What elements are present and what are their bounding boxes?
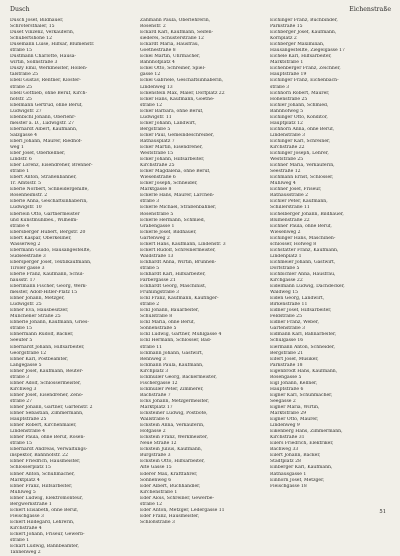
- directory-entry-line: Wallstraße 6: [140, 417, 170, 423]
- directory-entry-line: straße 12: [140, 102, 163, 108]
- directory-entry-line: Eber Lorenz, Eisendreher, Brenner-: [10, 163, 93, 169]
- directory-entry-line: Eckel Martin, Uhrmacher,: [140, 54, 201, 60]
- directory-entry-line: Eckerle Michael, Straßenbahner,: [140, 205, 217, 211]
- directory-entry-line: Dusemann Luise, Hilfsar, Blumenstr.: [10, 42, 95, 48]
- directory-entry-line: Eikenberg Hans, Zimmermann,: [270, 429, 343, 435]
- directory-entry-line: Eckard Karl, Kaufmann, Seifen-: [140, 30, 214, 36]
- directory-entry-line: und Kunstmühlbes., Wilhelm-: [10, 217, 78, 223]
- directory-entry-line: Eckstein Franz, Werkmeister,: [140, 435, 208, 441]
- directory-entry-line: Bergstraße 21: [270, 350, 304, 356]
- directory-entry-line: straße 15: [10, 441, 33, 447]
- directory-entry-line: Eichbichler Anna, Hausfrau,: [270, 271, 336, 277]
- directory-entry-line: Duset Vinzenz, Verkäuferin,: [10, 30, 75, 36]
- page-number: 51: [379, 509, 386, 515]
- directory-entry-line: Ebner Karl, Postbeamter,: [10, 356, 69, 362]
- directory-entry-line: Eidner Franz, Weber,: [270, 320, 319, 326]
- directory-entry-line: Langegasse 5: [10, 362, 42, 368]
- directory-entry-line: Ludwigstr. 27: [10, 108, 42, 114]
- directory-entry-line: Tr. Amtsstr. 5: [10, 181, 41, 187]
- directory-entry-line: Seegasse 2: [270, 398, 296, 404]
- directory-entry-line: inspektor, Bahnhofstr. 22: [10, 453, 68, 459]
- directory-entry-line: Rosenstr. 2: [140, 24, 166, 30]
- directory-entry-line: Lindenweg 9: [270, 423, 300, 429]
- directory-entry-line: Schulstraße 8: [140, 314, 173, 320]
- directory-entry-line: Lindenstraße 4: [10, 429, 46, 435]
- directory-entry-line: Hauptstraße 19: [270, 72, 307, 78]
- directory-entry-line: Rosengasse 5: [270, 374, 302, 380]
- directory-entry-line: Marktstraße 1: [270, 60, 304, 66]
- page-header: [10, 6, 391, 17]
- directory-entry-line: Eidmann Karl, Bahnarbeiter,: [270, 332, 337, 338]
- header-right-word: Eichenstraße: [349, 6, 391, 13]
- directory-entry-line: Ebersperger Josef, Textilkaufmann,: [10, 259, 92, 265]
- directory-entry-line: Kirchenstraße 1: [140, 489, 178, 495]
- directory-entry-line: wirtin, Söllnstraße 3: [10, 60, 58, 66]
- directory-entry-line: Seestraße 12: [270, 169, 301, 175]
- directory-entry-line: Rennweg 3: [140, 356, 166, 362]
- directory-entry-line: Eichinger Franz, Buchbinder,: [270, 18, 338, 23]
- directory-entry-line: Rathausgasse 1: [270, 471, 307, 477]
- directory-entry-line: Mühlweg 4: [270, 181, 296, 187]
- directory-entry-line: Ebner Adolf, Schlossermeister,: [10, 380, 82, 386]
- directory-entry-line: Eichhorn Robert, Maurer,: [270, 90, 330, 96]
- directory-entry-line: Eifert Josef, Musiker,: [270, 356, 319, 362]
- directory-entry-line: Färbergasse 21: [140, 278, 176, 284]
- directory-entry-line: straße 3: [140, 199, 160, 205]
- directory-entry-line: Dorfstraße 5: [270, 265, 300, 271]
- directory-entry-line: straße 3: [270, 84, 290, 90]
- directory-entry-line: Eilert Johann, Bäcker,: [270, 453, 321, 459]
- directory-entry-line: Eckart Ludwig, Bahnbeamter,: [10, 544, 79, 550]
- directory-entry-line: hofstr. 25: [10, 96, 32, 102]
- directory-entry-line: Ludwigstr. 25: [10, 302, 42, 308]
- directory-entry-line: Rathausstraße 2: [270, 193, 309, 199]
- directory-entry-line: Ebner Johann, Gärtner, Gartenstr. 2: [10, 405, 93, 410]
- directory-entry-line: Eigner Otto, Maurer,: [270, 417, 319, 423]
- directory-entry-line: Waldstraße 13: [140, 253, 174, 259]
- directory-entry-line: Kirchplatz 3: [140, 368, 169, 374]
- directory-entry-line: Ebner Friedrich, Hausmeister,: [10, 459, 81, 465]
- directory-entry-line: Schlosserplatz 15: [10, 465, 51, 471]
- directory-entry-line: Ebner Eva, Hausbesitzer,: [10, 308, 69, 314]
- directory-entry-line: Eberhardt Andreas, Verwaltungs-: [10, 447, 88, 453]
- directory-entry-line: Eigner Karl, Schuhmacher,: [270, 392, 333, 398]
- directory-entry-line: meister a. D., Ludwigstr. 27: [10, 120, 74, 126]
- directory-entry-line: Eberlein Otto, Gärtnermeister: [10, 211, 80, 217]
- directory-entry-line: Ebner Robert, Kirchenmaler,: [10, 423, 77, 429]
- directory-entry-line: Rathausplatz 7: [140, 138, 175, 144]
- directory-entry-line: Eckl Ludwig, Gärtner, Mühlgasse 4: [140, 332, 222, 338]
- directory-entry-line: Eichinger Franz, Eichenbach-: [270, 78, 339, 84]
- directory-entry-line: Schubertshöhe 12: [10, 36, 52, 42]
- directory-entry-line: Dusch Josef, Bildhauer,: [10, 18, 64, 23]
- directory-entry-line: Ecker Martin, Eisendreher,: [140, 144, 203, 150]
- directory-entry-line: Eidelmann Ludwig, Dachdecker,: [270, 284, 345, 290]
- directory-entry-line: straße 15: [10, 326, 33, 332]
- directory-entry-line: straße 5: [140, 265, 160, 271]
- directory-entry-line: Eberle Franz, Kaufmann, Schul-: [10, 271, 84, 277]
- directory-entry-line: Eckerle Hermann, Schmied,: [140, 217, 206, 223]
- directory-entry-line: Eilers Friedrich, Elektriker,: [270, 441, 334, 447]
- directory-entry-line: Eichhorn Anna, ohne Beruf,: [270, 126, 335, 132]
- directory-entry-line: Eckl Hermann, Schlosser, Bad-: [140, 338, 212, 344]
- directory-entry-line: Eckert Johann, Friseur, Gewerb-: [10, 531, 85, 537]
- directory-entry-line: Ederer Max, Kraftfahrer,: [140, 471, 198, 477]
- directory-entry-line: Kirchstraße 31: [270, 435, 305, 441]
- directory-entry-line: Ebersberger Hubert, Bergstr. 20: [10, 229, 86, 235]
- directory-entry-line: Seeufer 5: [10, 338, 33, 344]
- directory-entry-line: Parkstraße 15: [270, 24, 303, 30]
- directory-entry-line: Ecksteiner Ludwig, Postbote,: [140, 411, 208, 417]
- directory-entry-line: Ecker Johann, Landwirt,: [140, 120, 197, 126]
- directory-entry-line: Ecker Paul, Gemeindeschreiber,: [140, 132, 214, 138]
- header-left-word: Dusch: [10, 6, 30, 13]
- directory-entry-line: Wiesenweg 2: [270, 229, 301, 235]
- directory-entry-line: Lindenweg 13: [140, 84, 173, 90]
- directory-entry-line: Ebner Franz, Hilfsarbeiter,: [10, 483, 73, 489]
- directory-entry-line: Goethestraße 8: [140, 48, 176, 54]
- directory-entry-line: Duszy Emil, Werkmeister, Hollen-: [10, 66, 88, 72]
- directory-entry-line: Eichinger Hans, Maschinen-: [270, 235, 336, 241]
- directory-entry-line: weg 1: [10, 144, 24, 150]
- directory-entry-line: Ebnermann Rudolf, Bäcker,: [10, 332, 74, 338]
- directory-entry-line: straße 1: [10, 169, 30, 175]
- directory-entry-line: Eckmann Johann, Gastwirt,: [140, 350, 204, 356]
- directory-entry-line: Ebermann Guido, Hausangestellte,: [10, 247, 91, 253]
- directory-entry-line: Eberhardt Johann, Hilfsarbeiter,: [10, 344, 85, 350]
- directory-entry-line: Eichberger Maximilian,: [270, 42, 325, 48]
- directory-entry-line: Kirchweg 3: [10, 386, 37, 392]
- directory-entry-line: Feldstraße 25: [270, 314, 302, 320]
- directory-entry-line: Eckhardt Karl, Hilfsarbeiter,: [140, 271, 206, 277]
- directory-entry-line: Ebelmann Gertrud, ohne Beruf,: [10, 102, 83, 108]
- directory-entry-line: straße 4: [10, 223, 30, 229]
- directory-entry-line: straße 11: [140, 344, 163, 350]
- directory-column-1: [10, 18, 131, 556]
- directory-entry-line: Ebell Gottlieb, ohne Beruf, Kirch-: [10, 90, 88, 96]
- directory-entry-line: Eberl Johann, Maurer, Riedhof-: [10, 138, 82, 144]
- directory-entry-line: Eichstätter Franz, Kaufmann,: [270, 247, 339, 253]
- directory-entry-line: Eder Anton, Metzger, Ledergasse 11: [140, 507, 225, 513]
- directory-entry-line: Eichele Karl, Hilfsarbeiter,: [270, 54, 332, 60]
- directory-entry-line: Eckerle Hans, Maurer, Lärchen-: [140, 193, 215, 199]
- directory-entry-line: Ebenbichl Johann, Oberlehr-: [10, 114, 76, 120]
- directory-entry-line: Marktplatz 4: [10, 477, 40, 483]
- directory-entry-line: Alte Gasse 15: [140, 465, 172, 471]
- directory-entry-line: Zahmann Paula, Oberlehrerin,: [140, 18, 211, 23]
- directory-entry-line: Eckert Hildegard, Lehrerin,: [10, 519, 75, 525]
- directory-entry-line: Kirchstraße 25: [140, 163, 175, 169]
- directory-entry-line: Eichmann Ernst, Schlosser,: [270, 175, 334, 181]
- directory-entry-line: Ebner Ludwig, Elektromonteur,: [10, 495, 83, 501]
- directory-entry-line: Einhorn Josef, Metzger,: [270, 477, 325, 483]
- directory-entry-line: Ecker Johann, Hilfsarbeiter,: [140, 157, 205, 163]
- directory-entry-line: Eckl Johann, Bauarbeiter,: [140, 308, 200, 314]
- directory-entry-line: straße 3: [10, 374, 30, 380]
- directory-entry-line: Eberle Norbert, Schneidergehilfe,: [10, 187, 89, 193]
- directory-entry-line: Neue Straße 12: [140, 441, 177, 447]
- directory-entry-line: Hohenstraße 25: [270, 96, 308, 102]
- directory-entry-line: Eckel Gabriele, Geschäftsinhaberin,: [140, 78, 224, 84]
- directory-entry-line: Lindenplatz 1: [270, 253, 302, 259]
- directory-entry-line: Gartenstraße 3: [270, 326, 306, 332]
- directory-entry-line: Eckerle Josef, Bildhauer,: [140, 229, 197, 235]
- directory-entry-line: Burgstraße 3: [140, 453, 171, 459]
- directory-entry-line: Eiden Georg, Landwirt,: [270, 296, 325, 302]
- directory-entry-line: straße 27: [10, 398, 33, 404]
- directory-entry-line: Ebert Anton, Straßenbahner,: [10, 175, 77, 181]
- directory-entry-line: Ebner Anton, Schuhmacher,: [10, 471, 75, 477]
- directory-entry-line: Fleischgasse 3: [10, 513, 44, 519]
- directory-entry-line: Südseestraße 3: [10, 253, 46, 259]
- directory-entry-line: straße 1: [10, 538, 30, 544]
- directory-entry-line: Lindenstraße 3: [270, 132, 306, 138]
- directory-entry-line: Münchener Straße 25: [10, 314, 61, 320]
- directory-entry-line: Eckmüller Georg, Bäckermeister,: [140, 374, 217, 380]
- directory-entry-line: Eckstein Otto, Hilfsarbeiter,: [140, 459, 205, 465]
- directory-entry-line: Eigenbrodt Hans, Kaufmann,: [270, 368, 338, 374]
- directory-entry-line: Eberlmann Fischer, Georg, Werk-: [10, 284, 87, 290]
- directory-entry-line: Eichner Maria, Verkäuferin,: [270, 163, 335, 169]
- directory-entry-line: Eigner Maria, Wirtin,: [270, 405, 320, 410]
- directory-entry-line: Tannenweg 2: [10, 550, 41, 556]
- directory-entry-line: Eichberger Josef, Kaufmann,: [270, 30, 337, 36]
- directory-entry-line: Schulgasse 16: [270, 338, 304, 344]
- directory-entry-line: Fleischgasse 18: [270, 483, 307, 489]
- directory-entry-line: Waldweg 15: [270, 290, 299, 296]
- directory-entry-line: Eckert Hans, Kaufmann, Lindenstr. 3: [140, 241, 226, 247]
- directory-entry-line: Bergstraße 5: [140, 126, 171, 132]
- directory-entry-line: Ecker Hans, Kaufmann, Goethe-: [140, 96, 215, 102]
- directory-entry-line: Ecker Magdalena, ohne Beruf,: [140, 169, 211, 175]
- directory-entry-line: Salzgasse 4: [10, 132, 37, 138]
- directory-entry-line: gasse 12: [140, 72, 161, 78]
- directory-entry-line: Schrötersthaler, 15: [10, 24, 55, 30]
- directory-entry-line: Eckert Elisabeth, ohne Beruf,: [10, 507, 79, 513]
- directory-entry-line: Eber Josef, Oberkellner,: [10, 151, 66, 157]
- directory-entry-line: Kirchstraße 22: [270, 144, 305, 150]
- directory-entry-line: Ebner Paula, ohne Beruf, Rosen-: [10, 435, 85, 441]
- directory-entry-line: Parkstraße 18: [270, 362, 303, 368]
- directory-entry-line: Ecker Joseph, Schneider,: [140, 181, 198, 187]
- directory-entry-line: Ecks Johann, Metzgermeister,: [140, 398, 210, 404]
- directory-entry-line: Rosenstraße 5: [140, 211, 174, 217]
- directory-entry-line: Eckstein Julius, Kaufmann,: [140, 447, 203, 453]
- directory-entry-line: Hauptplatz 12: [270, 120, 303, 126]
- directory-entry-line: Kirchgasse 22: [270, 278, 303, 284]
- directory-entry-line: Eichelberger Johann, Bildhauer,: [270, 211, 344, 217]
- directory-entry-line: Stadtplatz 28: [270, 459, 301, 465]
- directory-entry-line: Frühlingstraße 3: [140, 290, 180, 296]
- directory-entry-line: Eichler Peter, Kaufmann,: [270, 199, 328, 205]
- directory-entry-line: Hausangestellte, Ziegelgasse 17: [270, 48, 345, 54]
- directory-entry-line: Georgstraße 12: [10, 350, 47, 356]
- directory-entry-line: Eberle Anna, Geschäftsinhaberin,: [10, 199, 88, 205]
- directory-columns: [10, 18, 391, 556]
- directory-entry-line: Eckmann Paula, Kaufmann,: [140, 362, 204, 368]
- directory-entry-line: Eidner Josef, Hilfsarbeiter,: [270, 308, 332, 314]
- directory-entry-line: straße 15: [10, 48, 33, 54]
- directory-entry-line: Ebner Josef, Kaufmann, Reuter-: [10, 368, 84, 374]
- directory-entry-line: Ebner Josef, Eisendreher, Zeno-: [10, 392, 84, 398]
- directory-entry-line: Schloßstraße 3: [140, 519, 175, 525]
- directory-entry-line: Rosenheimstr. 2: [10, 193, 48, 199]
- directory-entry-line: Ecker Barbara, ohne Beruf,: [140, 108, 204, 114]
- directory-entry-line: Wasserweg 2: [10, 241, 41, 247]
- directory-entry-line: meister, Adolf-Hitler-Platz 15: [10, 290, 78, 296]
- directory-entry-line: Ebner Sebastian, Zimmermann,: [10, 411, 84, 417]
- directory-entry-line: Eichinger Otto, Konditor,: [270, 114, 328, 120]
- directory-entry-line: Eichler Johann, Schmied,: [270, 102, 329, 108]
- directory-column-2: [140, 18, 261, 556]
- directory-entry-line: siederei, Schusterstraße 12: [140, 36, 204, 42]
- directory-entry-line: Eiermann Anton, Schneider,: [270, 344, 335, 350]
- directory-entry-line: Eckenstein Max, Maler, Dorfplatz 22: [140, 90, 225, 96]
- directory-entry-line: Einberger Karl, Kaufmann,: [270, 465, 333, 471]
- directory-entry-line: Eckhardt Georg, Maschinist,: [140, 284, 207, 290]
- directory-entry-line: Grabengasse 1: [140, 223, 175, 229]
- directory-entry-line: Dustmann Charlotte, Hausa-: [10, 54, 76, 60]
- directory-entry-line: Fischergasse 12: [140, 380, 178, 386]
- directory-entry-line: Eckstein Anna, Verkäuferin,: [140, 423, 205, 429]
- directory-entry-line: hausstr. 17: [10, 278, 36, 284]
- directory-entry-line: Eichenberger Franz, Zeichner,: [270, 66, 341, 72]
- directory-entry-line: Eder Albert, Buchhändler,: [140, 483, 201, 489]
- directory-entry-line: Eberhardt Albert, Kaufmann,: [10, 126, 78, 132]
- directory-entry-line: Ludwigstr. 10: [10, 205, 42, 211]
- directory-entry-line: Ebnerle Johann, Kaufmann, Gries-: [10, 320, 89, 326]
- directory-entry-line: straße 25: [10, 84, 33, 90]
- directory-entry-line: Bergwerkstraße 1: [10, 501, 52, 507]
- directory-entry-line: Kornplatz 2: [270, 36, 297, 42]
- directory-entry-line: Blumenstraße 22: [270, 217, 310, 223]
- directory-entry-line: Mühlweg 5: [10, 489, 36, 495]
- directory-entry-line: Gartenweg 2: [140, 235, 170, 241]
- directory-entry-line: Eckl Maria, ohne Beruf,: [140, 320, 195, 326]
- directory-entry-line: Hauptstraße 25: [10, 417, 47, 423]
- directory-entry-line: Marktstraße 29: [270, 411, 307, 417]
- directory-entry-line: Eckhardt Anna, Wirtin, Brunnen-: [140, 259, 217, 265]
- directory-entry-line: Hauptstraße 6: [270, 386, 304, 392]
- directory-entry-line: Eckl Franz, Kaufmann, Kaufinger-: [140, 296, 219, 302]
- directory-entry-line: Tiroler gasse 3: [10, 265, 45, 271]
- directory-entry-line: Hofgasse 2: [140, 429, 166, 435]
- directory-entry-line: Ebner Johann, Metzger,: [10, 296, 65, 302]
- directory-entry-line: Eichner Paula, ohne Beruf,: [270, 223, 332, 229]
- directory-entry-line: Eichinger Karl, Schreiner,: [270, 138, 331, 144]
- directory-entry-line: Ebell Gustav, Rentner, Kloster-: [10, 78, 81, 84]
- directory-entry-line: straße 12: [140, 501, 163, 507]
- directory-entry-line: Eckel Otto, Schreiner, Spiel-: [140, 66, 206, 72]
- directory-entry-line: Sonnenstraße 5: [140, 326, 177, 332]
- directory-entry-line: Marktplatz 17: [140, 405, 173, 410]
- directory-entry-line: Ebert Kaspar, Oberkellner,: [10, 235, 72, 241]
- directory-entry-line: Wiesenstraße 6: [140, 175, 176, 181]
- directory-column-3: [270, 18, 391, 556]
- directory-entry-line: Ludwigstr. 11: [140, 114, 172, 120]
- directory-entry-line: Sonnenweg 6: [140, 477, 172, 483]
- directory-entry-line: Eder Franz, Hausmeister,: [140, 513, 200, 519]
- directory-entry-line: Eckert Rudolf, Schreinermeister,: [140, 247, 216, 253]
- directory-entry-line: Lindstr. 6: [10, 157, 32, 163]
- directory-entry-line: talstraße 25: [10, 72, 38, 78]
- directory-entry-line: Weststraße 15: [140, 151, 174, 157]
- directory-entry-line: Bachweg 33: [270, 447, 299, 453]
- directory-entry-line: Eichmeier Johann, Gastwirt,: [270, 259, 336, 265]
- directory-entry-line: Eigl Johann, Kellner,: [270, 380, 318, 386]
- directory-entry-line: Bachstraße 7: [140, 392, 171, 398]
- directory-entry-line: Bahnhofweg 5: [270, 108, 304, 114]
- directory-entry-line: Birkenstraße 11: [270, 302, 308, 308]
- directory-entry-line: Weststraße 25: [270, 157, 304, 163]
- directory-entry-line: Marktgasse 8: [140, 187, 172, 193]
- directory-entry-line: schlosser, Hofweg 8: [270, 241, 317, 247]
- directory-entry-line: straße 2: [140, 302, 160, 308]
- directory-entry-line: Bahnhofplatz 4: [140, 60, 175, 66]
- directory-entry-line: Eckardt Maria, Hausfrau,: [140, 42, 200, 48]
- directory-entry-line: Eckmüller Peter, Zimmerer,: [140, 386, 204, 392]
- directory-entry-line: Kirchstraße 4: [10, 525, 42, 531]
- directory-entry-line: Eichner Josef, Friseur,: [270, 187, 322, 193]
- directory-entry-line: Eder Alois, Schreiner, Gewerbe-: [140, 495, 215, 501]
- directory-entry-line: Eichinger Joseph, Lehrer,: [270, 151, 329, 157]
- directory-entry-line: Schillerstraße 11: [270, 205, 310, 211]
